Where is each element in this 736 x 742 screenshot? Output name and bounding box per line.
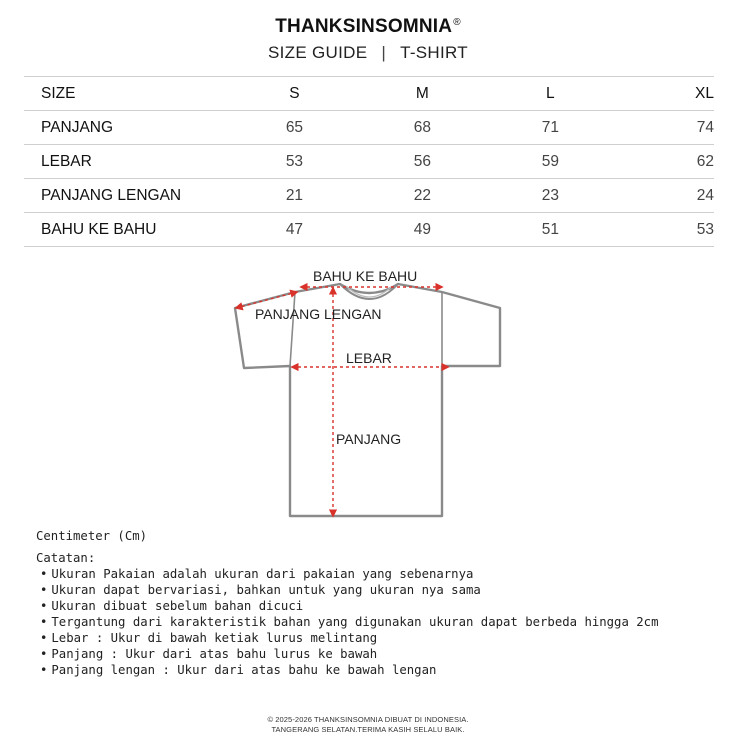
table-cell: 21: [237, 179, 352, 213]
header-size-l: L: [493, 77, 608, 111]
table-cell: 71: [493, 111, 608, 145]
row-label: LEBAR: [24, 145, 237, 179]
bahu-label: BAHU KE BAHU: [313, 268, 418, 284]
row-label: PANJANG LENGAN: [24, 179, 237, 213]
list-item: • Ukuran Pakaian adalah ukuran dari pakaian yang sebenarnya: [40, 566, 658, 582]
table-cell: 53: [608, 213, 714, 247]
table-cell: 53: [237, 145, 352, 179]
row-label: PANJANG: [24, 111, 237, 145]
table-row: [24, 111, 714, 145]
lengan-label: PANJANG LENGAN: [255, 306, 382, 322]
table-cell: 59: [493, 145, 608, 179]
table-cell: 23: [493, 179, 608, 213]
subtitle-size-guide: SIZE GUIDE: [268, 43, 368, 62]
table-row: [24, 213, 714, 247]
footer: [0, 715, 736, 735]
tshirt-diagram: [200, 262, 520, 524]
page-subtitle: [0, 43, 736, 63]
size-table: [24, 76, 714, 247]
notes-heading: Catatan:: [36, 551, 96, 565]
table-cell: 47: [237, 213, 352, 247]
table-cell: 62: [608, 145, 714, 179]
panjang-label: PANJANG: [336, 431, 402, 447]
table-cell: 74: [608, 111, 714, 145]
table-cell: 56: [352, 145, 493, 179]
table-row: [24, 145, 714, 179]
footer-line-2: TANGERANG SELATAN.TERIMA KASIH SELALU BAIK.: [271, 725, 465, 734]
registered-mark: ®: [453, 16, 461, 28]
table-row: [24, 179, 714, 213]
table-cell: 65: [237, 111, 352, 145]
table-cell: 49: [352, 213, 493, 247]
list-item: • Ukuran dapat bervariasi, bahkan untuk yang ukuran nya sama: [40, 582, 658, 598]
header-size-label: SIZE: [24, 77, 237, 111]
list-item: • Lebar : Ukur di bawah ketiak lurus melintang: [40, 630, 658, 646]
list-item: • Ukuran dibuat sebelum bahan dicuci: [40, 598, 658, 614]
brand-name: THANKSINSOMNIA: [275, 16, 453, 37]
notes-section: [36, 528, 658, 678]
subtitle-tshirt: T-SHIRT: [400, 43, 468, 62]
subtitle-separator: |: [381, 43, 387, 62]
table-cell: 22: [352, 179, 493, 213]
lebar-label: LEBAR: [346, 350, 392, 366]
list-item: • Panjang lengan : Ukur dari atas bahu ke bawah lengan: [40, 662, 658, 678]
list-item: • Tergantung dari karakteristik bahan yang digunakan ukuran dapat berbeda hingga 2cm: [40, 614, 658, 630]
header-size-xl: XL: [608, 77, 714, 111]
table-cell: 24: [608, 179, 714, 213]
table-header-row: [24, 77, 714, 111]
brand-title: [0, 16, 736, 38]
list-item: • Panjang : Ukur dari atas bahu lurus ke bawah: [40, 646, 658, 662]
table-cell: 51: [493, 213, 608, 247]
header-size-s: S: [237, 77, 352, 111]
header-size-m: M: [352, 77, 493, 111]
table-cell: 68: [352, 111, 493, 145]
notes-list: [36, 566, 658, 678]
row-label: BAHU KE BAHU: [24, 213, 237, 247]
footer-line-1: © 2025-2026 THANKSINSOMNIA DIBUAT DI INDONESIA.: [267, 715, 469, 724]
unit-label: Centimeter (Cm): [36, 529, 148, 543]
